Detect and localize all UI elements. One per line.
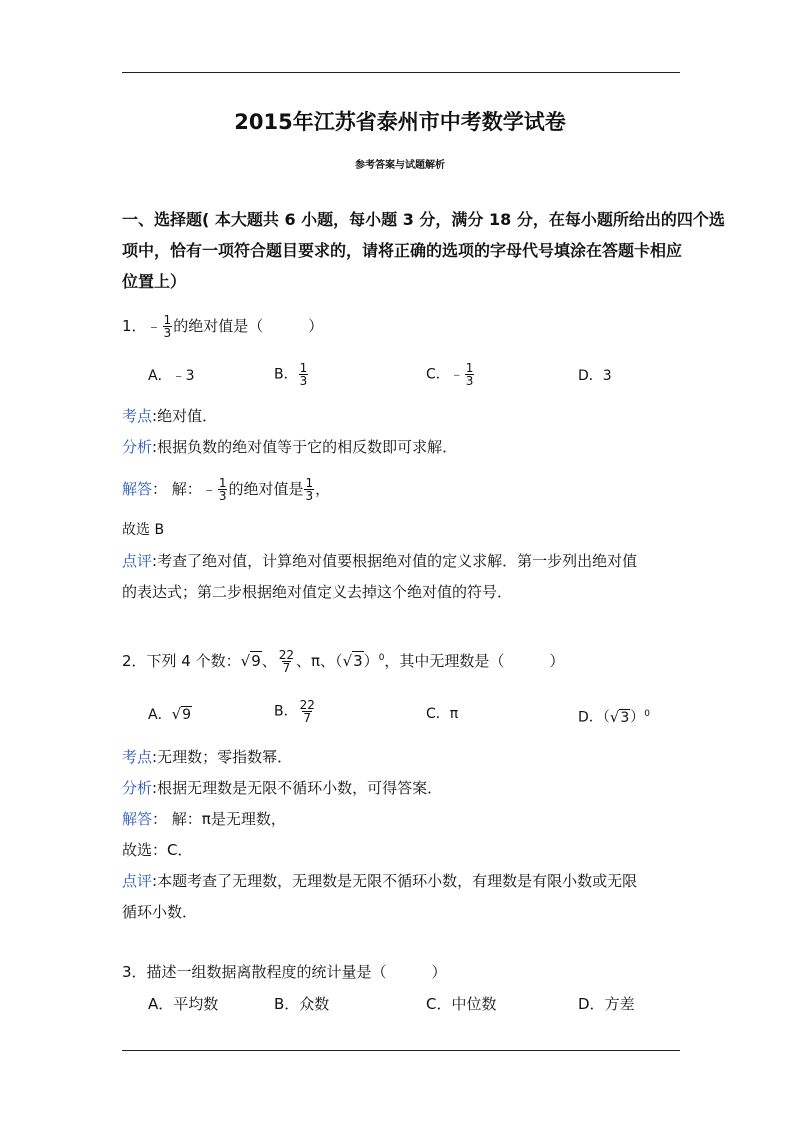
q2-fraction: $\frac{22}{7}$	[278, 648, 295, 675]
q1-option-b-fraction: $\frac{1}{3}$	[299, 361, 308, 388]
q2-stem: 2．下列 4 个数：√9、 $\frac{22}{7}$ 、π、$(√3)^0$，其中无理数是（ ）	[122, 648, 565, 675]
q1-option-a[interactable]: A．﹣3	[148, 368, 195, 384]
q1-option-b[interactable]: B． $\frac{1}{3}$	[274, 361, 308, 388]
top-rule	[122, 72, 680, 73]
q1-dianping-line-2: 的表达式；第二步根据绝对值定义去掉这个绝对值的符号．	[122, 583, 513, 601]
q1-jieda-fraction-1: $\frac{1}{3}$	[218, 476, 227, 503]
q1-prefix: 1．﹣	[122, 317, 162, 335]
q2-kaodian: 考点:无理数；零指数幂．	[122, 748, 293, 766]
q2-option-c[interactable]: C．π	[426, 706, 459, 722]
jieda-label: 解答	[122, 480, 153, 498]
q2-sqrt-9: √9	[240, 652, 261, 670]
q1-fenxi: 分析:根据负数的绝对值等于它的相反数即可求解．	[122, 438, 458, 456]
section-heading-line-3: 位置上）	[122, 272, 187, 291]
fenxi-label: 分析	[122, 438, 153, 456]
q3-stem: 3．描述一组数据离散程度的统计量是（ ）	[122, 963, 447, 981]
q1-jieda: 解答： 解：﹣ $\frac{1}{3}$ 的绝对值是 $\frac{1}{3}$ ，	[122, 476, 331, 503]
q1-option-c-fraction: $\frac{1}{3}$	[465, 361, 474, 388]
q2-dianping-line-2: 循环小数．	[122, 903, 198, 921]
q2-option-b[interactable]: B． $\frac{22}{7}$	[274, 698, 315, 725]
kaodian-label: 考点	[122, 407, 153, 425]
section-heading-line-1: 一、选择题( 本大题共 6 小题，每小题 3 分，满分 18 分，在每小题所给出的四个选	[122, 210, 725, 229]
q3-option-b[interactable]: B．众数	[274, 995, 330, 1013]
bottom-rule	[122, 1050, 680, 1051]
q2-sqrt-3: √3	[342, 652, 363, 670]
q2-jieda: 解答： 解：π是无理数，	[122, 810, 286, 828]
dianping-label: 点评	[122, 552, 153, 570]
q3-option-c[interactable]: C．中位数	[426, 995, 497, 1013]
q1-stem	[122, 314, 323, 339]
q2-fenxi: 分析:根据无理数是无限不循环小数，可得答案．	[122, 779, 443, 797]
q1-choice: 故选 B	[122, 522, 165, 538]
q1-option-c[interactable]: C．﹣ $\frac{1}{3}$	[426, 361, 474, 388]
q2-option-a[interactable]: A．√9	[148, 705, 192, 723]
q2-dianping-line-1: 点评:本题考查了无理数，无理数是无限不循环小数，有理数是有限小数或无限	[122, 872, 638, 890]
q1-jieda-fraction-2: $\frac{1}{3}$	[305, 476, 314, 503]
page-subtitle: 参考答案与试题解析	[355, 160, 445, 171]
q1-option-d[interactable]: D．3	[578, 368, 612, 384]
q2-choice: 故选：C．	[122, 841, 193, 859]
q2-option-d[interactable]: D．$(√3)^0$	[578, 707, 650, 726]
q3-option-a[interactable]: A．平均数	[148, 995, 219, 1013]
page-title: 2015年江苏省泰州市中考数学试卷	[234, 110, 566, 134]
q3-option-d[interactable]: D．方差	[578, 995, 635, 1013]
q1-suffix: 的绝对值是（ ）	[173, 317, 324, 335]
q1-kaodian: 考点:绝对值．	[122, 407, 218, 425]
section-heading-line-2: 项中，恰有一项符合题目要求的，请将正确的选项的字母代号填涂在答题卡相应	[122, 241, 683, 260]
q1-dianping-line-1: 点评:考查了绝对值，计算绝对值要根据绝对值的定义求解．第一步列出绝对值	[122, 552, 638, 570]
q1-fraction: $\frac{1}{3}$	[163, 313, 172, 340]
